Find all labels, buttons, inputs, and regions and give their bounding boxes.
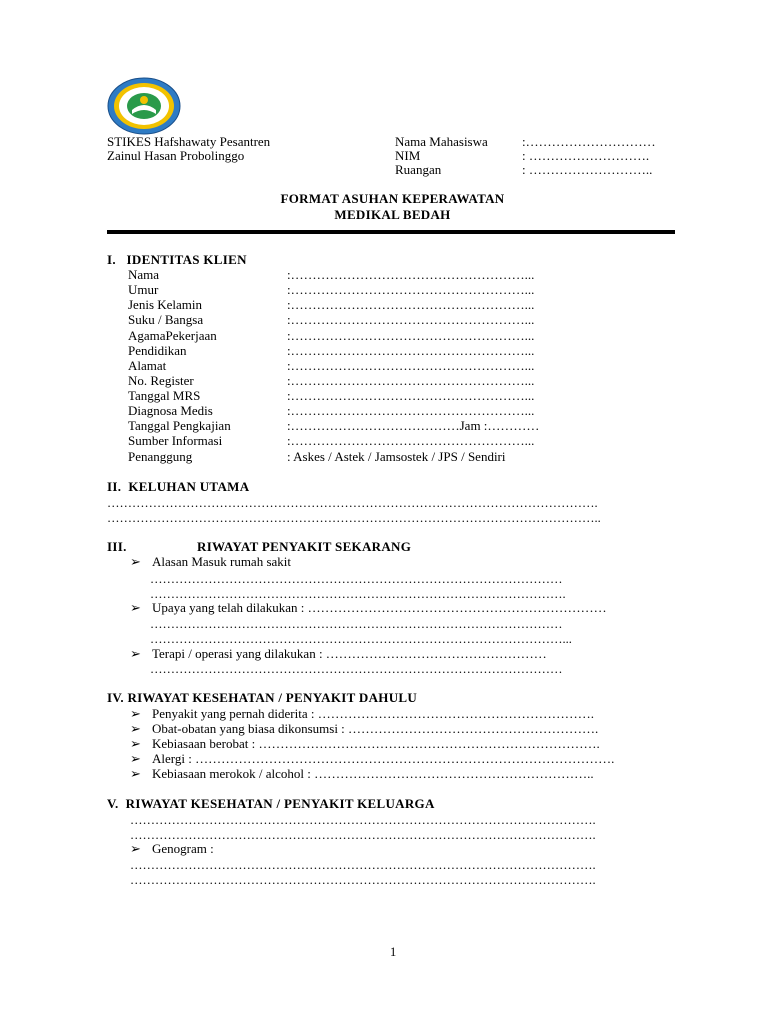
genogram-line-2: …………………………………………………………………………………………………. (130, 873, 596, 887)
arrow-bullet-icon: ➢ (130, 736, 141, 751)
item-penyakit-diderita: Penyakit yang pernah diderita : ………………………………………………………. (152, 706, 594, 721)
field-value-suku-bangsa: :………………………………………………... (287, 312, 535, 327)
item-terapi: Terapi / operasi yang dilakukan : …………………………………………… (152, 646, 547, 661)
field-label-diagnosa-medis: Diagnosa Medis (128, 403, 213, 418)
section4-heading: IV. RIWAYAT KESEHATAN / PENYAKIT DAHULU (107, 690, 418, 705)
list-item (130, 751, 614, 767)
field-value-pendidikan: :………………………………………………... (287, 343, 535, 358)
room-value: : ……………………….. (522, 162, 653, 177)
list-item (130, 646, 547, 662)
student-name-label: Nama Mahasiswa (395, 134, 488, 149)
arrow-bullet-icon: ➢ (130, 721, 141, 736)
item-obat-obatan: Obat-obatan yang biasa dikonsumsi : …………………………………………………. (152, 721, 599, 736)
list-item (130, 736, 600, 752)
form-title-line2: MEDIKAL BEDAH (334, 207, 451, 222)
page-number: 1 (390, 945, 397, 959)
field-value-tanggal-pengkajian: :…………………………………Jam :………… (287, 418, 540, 433)
arrow-bullet-icon: ➢ (130, 554, 141, 569)
field-label-suku-bangsa: Suku / Bangsa (128, 312, 204, 327)
item-alasan-masuk: Alasan Masuk rumah sakit (152, 554, 292, 569)
field-value-penanggung: : Askes / Astek / Jamsostek / JPS / Sendiri (287, 449, 506, 464)
field-label-tanggal-mrs: Tanggal MRS (128, 388, 201, 403)
list-item (130, 766, 594, 782)
genogram-line-1: …………………………………………………………………………………………………. (130, 858, 596, 872)
form-title-line1: FORMAT ASUHAN KEPERAWATAN (280, 191, 505, 206)
keluhan-line-1: ………………………………………………………………………………………………………. (107, 496, 598, 510)
section3-heading-number: III. (107, 539, 127, 554)
field-label-tanggal-pengkajian: Tanggal Pengkajian (128, 418, 231, 433)
section3-heading: RIWAYAT PENYAKIT SEKARANG (197, 539, 412, 554)
arrow-bullet-icon: ➢ (130, 600, 141, 615)
section5-heading: V. RIWAYAT KESEHATAN / PENYAKIT KELUARGA (107, 796, 435, 811)
field-label-jenis-kelamin: Jenis Kelamin (128, 297, 203, 312)
institution-name-line2: Zainul Hasan Probolinggo (107, 148, 245, 163)
field-label-nama: Nama (128, 267, 160, 282)
upaya-line-2: ………………………………………………………………………………………... (150, 632, 572, 646)
field-label-alamat: Alamat (128, 358, 167, 373)
field-label-penanggung: Penanggung (128, 449, 193, 464)
field-value-diagnosa-medis: :………………………………………………... (287, 403, 535, 418)
section2-heading: II. KELUHAN UTAMA (107, 479, 250, 494)
field-value-sumber-informasi: :………………………………………………... (287, 433, 535, 448)
keluarga-line-1: …………………………………………………………………………………………………. (130, 813, 596, 827)
field-value-alamat: :………………………………………………... (287, 358, 535, 373)
list-item (130, 600, 607, 616)
section1-heading: I. IDENTITAS KLIEN (107, 252, 247, 267)
field-value-agama-pekerjaan: :………………………………………………... (287, 328, 535, 343)
arrow-bullet-icon: ➢ (130, 766, 141, 781)
field-value-no-register: :………………………………………………... (287, 373, 535, 388)
field-label-pendidikan: Pendidikan (128, 343, 187, 358)
title-divider (107, 230, 675, 234)
student-name-value: :………………………… (522, 134, 656, 149)
list-item (130, 554, 291, 570)
upaya-line-1: ……………………………………………………………………………………… (150, 617, 563, 631)
field-value-umur: :………………………………………………... (287, 282, 535, 297)
field-label-no-register: No. Register (128, 373, 194, 388)
nim-label: NIM (395, 148, 421, 163)
keluhan-line-2: ……………………………………………………………………………………………………….. (107, 511, 601, 525)
list-item (130, 841, 214, 857)
item-kebiasaan-berobat: Kebiasaan berobat : ……………………………………………………………………. (152, 736, 600, 751)
list-item (130, 706, 594, 722)
room-label: Ruangan (395, 162, 442, 177)
item-merokok-alcohol: Kebiasaan merokok / alcohol : ……………………………………………………….. (152, 766, 594, 781)
item-alergi: Alergi : ……………………………………………………………………………………. (152, 751, 615, 766)
alasan-line-1: ……………………………………………………………………………………… (150, 572, 563, 586)
nim-value: : ………………………. (522, 148, 650, 163)
field-label-agama-pekerjaan: AgamaPekerjaan (128, 328, 217, 343)
field-label-sumber-informasi: Sumber Informasi (128, 433, 223, 448)
arrow-bullet-icon: ➢ (130, 706, 141, 721)
list-item (130, 721, 598, 737)
item-genogram: Genogram : (152, 841, 214, 856)
item-upaya: Upaya yang telah dilakukan : …………………………………………………………… (152, 600, 607, 615)
arrow-bullet-icon: ➢ (130, 841, 141, 856)
field-label-umur: Umur (128, 282, 159, 297)
arrow-bullet-icon: ➢ (130, 751, 141, 766)
field-value-tanggal-mrs: :………………………………………………... (287, 388, 535, 403)
keluarga-line-2: …………………………………………………………………………………………………. (130, 828, 596, 842)
institution-logo (106, 76, 182, 136)
alasan-line-2: ………………………………………………………………………………………. (150, 587, 566, 601)
arrow-bullet-icon: ➢ (130, 646, 141, 661)
field-value-jenis-kelamin: :………………………………………………... (287, 297, 535, 312)
institution-name-line1: STIKES Hafshawaty Pesantren (107, 134, 271, 149)
field-value-nama: :………………………………………………... (287, 267, 535, 282)
terapi-line-1: ……………………………………………………………………………………… (150, 662, 563, 676)
